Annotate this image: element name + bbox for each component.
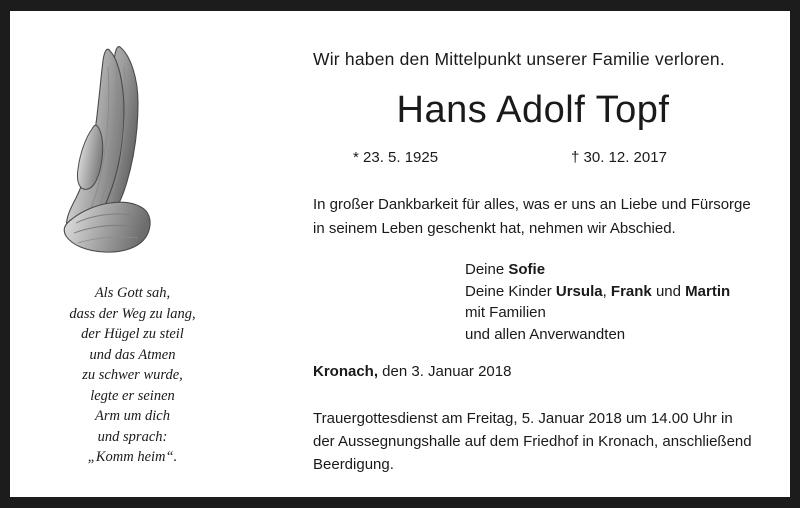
headline: Wir haben den Mittelpunkt unserer Familie verloren. — [313, 49, 725, 69]
left-column — [10, 11, 255, 497]
family-prefix: Deine — [465, 261, 509, 278]
verse-line: legte er seinen — [90, 387, 175, 404]
family-line-relatives: und allen Anverwandten — [465, 325, 626, 343]
verse-line: und sprach: — [97, 428, 168, 445]
verse-block — [10, 283, 255, 468]
birth-date: * 23. 5. 1925 — [353, 149, 439, 166]
family-line-children — [465, 281, 730, 303]
place-date: den 3. Januar 2018 — [378, 363, 512, 380]
family-sep: und — [651, 282, 686, 300]
verse-line: „Komm heim“. — [87, 449, 178, 465]
notice-inner — [10, 11, 790, 497]
verse-line: der Hügel zu steil — [81, 326, 184, 342]
place-city: Kronach, — [313, 363, 379, 380]
thanks-paragraph — [313, 193, 783, 241]
family-line-spouse — [465, 259, 730, 281]
verse-line: und das Atmen — [89, 346, 176, 363]
thanks-line: In großer Dankbarkeit für alles, was er uns an Liebe und Fürsorge — [313, 196, 751, 213]
place-and-date — [313, 363, 511, 380]
family-name-martin: Martin — [685, 282, 731, 300]
verse-line: Arm um dich — [95, 408, 170, 424]
family-name-ursula: Ursula — [555, 282, 603, 300]
family-name-sofie: Sofie — [508, 261, 546, 278]
service-line: der Aussegnungshalle auf dem Friedhof in Kronach, anschließend — [313, 433, 752, 450]
family-sep: , — [602, 282, 611, 300]
thanks-line: in seinem Leben geschenkt hat, nehmen wir Abschied. — [313, 220, 676, 237]
family-line-families: mit Familien — [465, 304, 546, 321]
service-line: Beerdigung. — [313, 456, 394, 473]
service-line: Trauergottesdienst am Freitag, 5. Januar 2018 um 14.00 Uhr in — [313, 410, 733, 427]
deceased-name: Hans Adolf Topf — [396, 89, 670, 131]
family-name-frank: Frank — [610, 282, 652, 300]
family-signature — [465, 259, 730, 345]
family-prefix: Deine Kinder — [465, 282, 556, 300]
verse-line: dass der Weg zu lang, — [69, 305, 196, 322]
service-details — [313, 407, 793, 476]
verse-line: zu schwer wurde, — [82, 367, 183, 383]
praying-hands-illustration — [58, 33, 178, 253]
right-column — [255, 11, 790, 497]
death-date: † 30. 12. 2017 — [571, 149, 667, 166]
verse-line: Als Gott sah, — [94, 285, 171, 301]
